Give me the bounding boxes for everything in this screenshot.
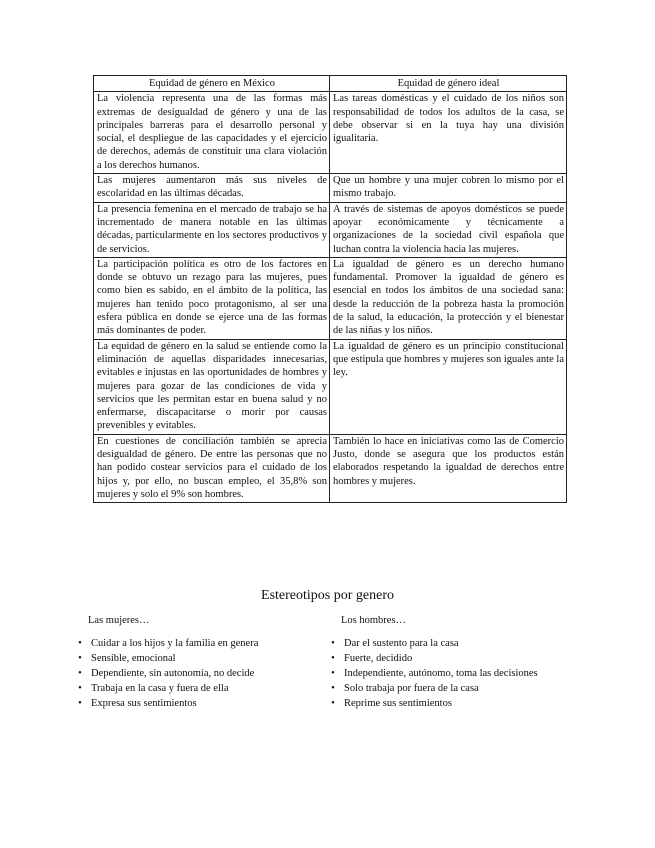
list-item: • Reprime sus sentimientos: [328, 696, 588, 711]
table-cell-mexico: Las mujeres aumentaron más sus niveles de escolaridad en las últimas décadas.: [94, 174, 330, 203]
bullet-icon: •: [331, 698, 335, 709]
list-item: • Independiente, autónomo, toma las decisiones: [328, 666, 588, 681]
table-row: [94, 174, 567, 203]
men-stereotypes-list: [328, 636, 588, 711]
bullet-icon: •: [331, 638, 335, 649]
table-cell-ideal: También lo hace en iniciativas como las de Comercio Justo, donde se asegura que los productos están elaborados respetando la igualdad de derechos entre hombres y mujeres.: [330, 434, 567, 502]
bullet-icon: •: [331, 653, 335, 664]
women-stereotypes-column: [75, 615, 315, 711]
table-row: [94, 92, 567, 174]
table-header-row: [94, 76, 567, 92]
table-cell-mexico: En cuestiones de conciliación también se aprecia desigualdad de género. De entre las personas que no han podido costear servicios para el cuidado de los hijos y, por ello, no buscan empleo, el 35,8% son mujeres y solo el 9% son hombres.: [94, 434, 330, 502]
table-row: [94, 434, 567, 502]
list-item: • Trabaja en la casa y fuera de ella: [75, 681, 315, 696]
table-cell-mexico: La equidad de género en la salud se entiende como la eliminación de aquellas disparidades innecesarias, evitables e injustas en las oportunidades de hombres y mujeres para gozar de las condiciones de vida y servicios que les permitan estar en buena salud y no enfermarse, discapacitarse o morir por causas prevenibles y evitables.: [94, 339, 330, 434]
table-cell-ideal: La igualdad de género es un principio constitucional que estipula que hombres y mujeres son iguales ante la ley.: [330, 339, 567, 434]
list-item: • Dar el sustento para la casa: [328, 636, 588, 651]
gender-equity-table: [93, 75, 567, 503]
women-heading: Las mujeres…: [88, 615, 150, 626]
bullet-icon: •: [78, 653, 82, 664]
bullet-icon: •: [78, 668, 82, 679]
table-cell-ideal: La igualdad de género es un derecho humano fundamental. Promover la igualdad de género es esencial en todos los ámbitos de una sociedad sana: desde la reducción de la pobreza hasta la promoción de la salud, la educación, la protección y el bienestar de las niñas y los niños.: [330, 257, 567, 339]
table-row: [94, 339, 567, 434]
stereotypes-title: Estereotipos por genero: [261, 588, 394, 603]
list-item: • Sensible, emocional: [75, 651, 315, 666]
bullet-icon: •: [331, 683, 335, 694]
women-stereotypes-list: [75, 636, 315, 711]
list-item: • Fuerte, decidido: [328, 651, 588, 666]
bullet-icon: •: [78, 638, 82, 649]
table-cell-ideal: Las tareas domésticas y el cuidado de los niños son responsabilidad de todos los adultos de la casa, se debe observar si en la tuya hay una división igualitaria.: [330, 92, 567, 174]
bullet-icon: •: [78, 683, 82, 694]
table-row: [94, 202, 567, 257]
table-cell-mexico: La participación política es otro de los factores en donde se obtuvo un rezago para las mujeres, pues como bien es sabido, en el ámbito de la política, las mujeres han tenido poco protagonismo, al ser una esfera pública en donde se ejerce una de las formas más dominantes de poder.: [94, 257, 330, 339]
list-item: • Expresa sus sentimientos: [75, 696, 315, 711]
table-cell-mexico: La violencia representa una de las formas más extremas de desigualdad de género y una de las principales barreras para el desarrollo personal y social, el despliegue de las capacidades y el ejercicio de derechos, además de constituir una clara violación a los derechos humanos.: [94, 92, 330, 174]
list-item: • Cuidar a los hijos y la familia en genera: [75, 636, 315, 651]
list-item: • Dependiente, sin autonomía, no decide: [75, 666, 315, 681]
men-heading: Los hombres…: [341, 615, 407, 626]
table-cell-ideal: A través de sistemas de apoyos domésticos se puede apoyar económicamente y técnicamente a organizaciones de la sociedad civil española que luchan contra la violencia hacia las mujeres.: [330, 202, 567, 257]
header-equidad-ideal: Equidad de género ideal: [330, 76, 567, 92]
bullet-icon: •: [331, 668, 335, 679]
bullet-icon: •: [78, 698, 82, 709]
table-cell-mexico: La presencia femenina en el mercado de trabajo se ha incrementado de manera notable en las últimas décadas, particularmente en los sectores productivos y de servicios.: [94, 202, 330, 257]
list-item: • Solo trabaja por fuera de la casa: [328, 681, 588, 696]
table-row: [94, 257, 567, 339]
men-stereotypes-column: [328, 615, 588, 711]
table-cell-ideal: Que un hombre y una mujer cobren lo mismo por el mismo trabajo.: [330, 174, 567, 203]
header-equidad-mexico: Equidad de género en México: [94, 76, 330, 92]
